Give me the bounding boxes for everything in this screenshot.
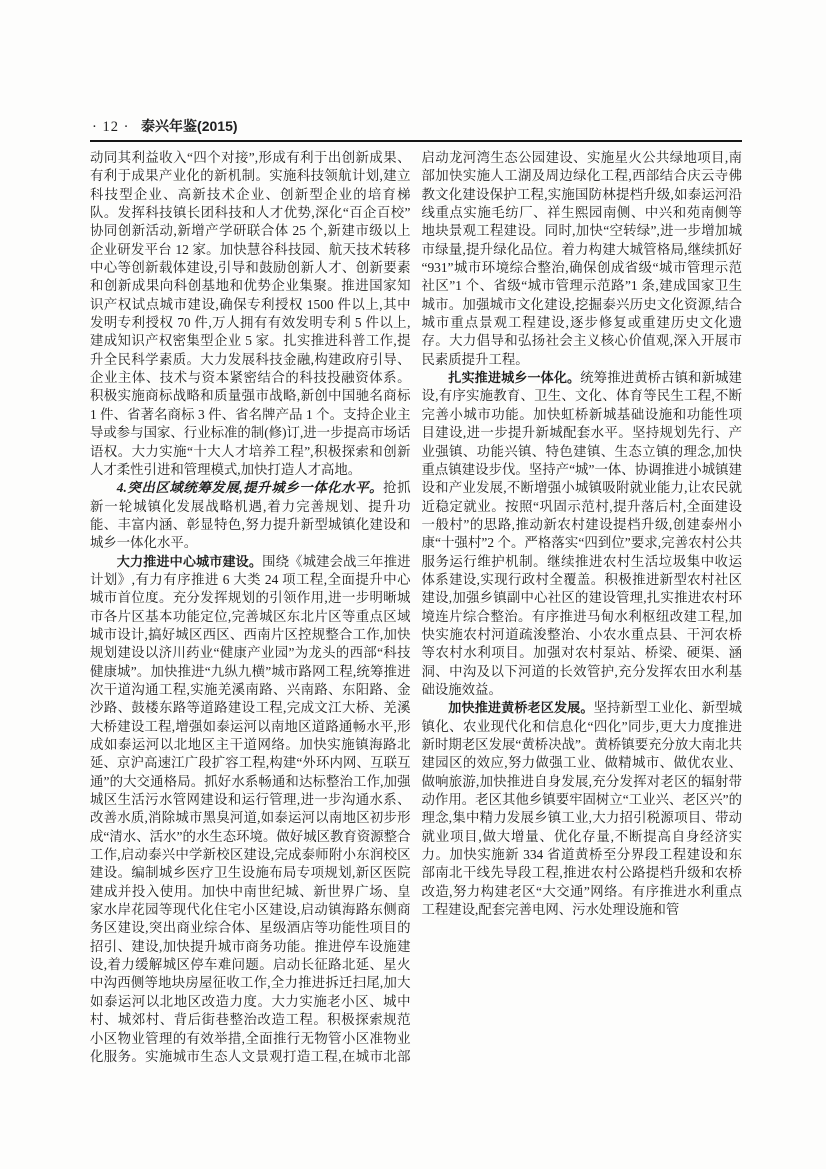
- paragraph-lead: 加快推进黄桥老区发展。: [448, 700, 594, 716]
- paragraph-text: 围绕《城建会战三年推进计划》,有力有序推进 6 大类 24 项工程,全面提升中心城市首位度。充分发挥规划的引领作用,进一步明晰城市各片区基本功能定位,完善城区东北片区等重点区域城市设计,搞好城区西区、西南片区控规整合工作,加快规划建设以济川药业“健康产业园”为龙头的西部“科技健康城”。加快推进“九纵九横”城市路网工程,统筹推进次干道沟通工程,实施羌溪南路、兴南路、东阳路、金沙路、鼓楼东路等道路建设工程,完成文江大桥、羌溪大桥建设工程,增强如泰运河以南地区道路通畅水平,形成如泰运河以北地区主干道网络。加快实施镇海路北延、京沪高速江广段扩容工程,构建“外环内网、互联互通”的大交通格局。抓好水系畅通和达标整治工作,加强城区生活污水管网建设和运行管理,进一步沟通水系、改善水质,消除城市黑臭河道,如泰运河以南地区初步形成“清水、活水”的水生态环境。做好城区教育资源整合工作,启动泰兴中学新校区建设,完成泰师附小东润校区建设。编制城乡医疗卫生设施布局专项规划,新区医院建成并投入使用。加快中南世纪城、新世界广场、皇家水岸花园等现代化住宅小区建设,启动镇海路东侧商务区建设,突出商业综合体、星级酒店等功能性项目的招引、建设,加快提升城市商务功能。推进停车设施建设,着力缓解城区停车难问题。启动长征路北延、星火中沟西侧等地块房屋征收工作,全力推进拆迁扫尾,加大如泰运河以北地区改造力度。大力实施老小区、城中村、城郊村、背后街巷整治改造工程。积极探索规范小区物业管理的有效举措,全面推行无物管小区准物业化服务。实施城市生态人文景观打造工程,在城市北部启动龙河湾生态公园建设、实施星火公共绿地项目,南部加快实施人工湖及周边绿化工程,西部结合庆云寺佛教文化建设保护工程,实施国防林提档升级,如泰运河沿线重点实施毛纺厂、祥生熙园南侧、中兴和苑南侧等地块景观工程建设。同时,加快“空转绿”,进一步增加城市绿量,提升绿化品位。着力构建大城管格局,继续抓好“931”城市环境综合整治,确保创成省级“城市管理示范社区”1 个、省级“城市管理示范路”1 条,建成国家卫生城市。加强城市文化建设,挖掘泰兴历史文化资源,结合城市重点景观工程建设,逐步修复或重建历史文化遗存。大力倡导和弘扬社会主义核心价值观,深入开展市民素质提升工程。: [90, 150, 742, 1064]
- article-body: [90, 149, 742, 1067]
- paragraph-lead: 扎实推进城乡一体化。: [448, 370, 581, 386]
- paragraph: [90, 479, 411, 552]
- paragraph-text: 坚持新型工业化、新型城镇化、农业现代化和信息化“四化”同步,更大力度推进新时期老区发展“黄桥决战”。黄桥镇要充分放大南北共建园区的效应,努力做强工业、做精城市、做优农业、做响旅游,加快推进自身发展,充分发挥对老区的辐射带动作用。老区其他乡镇要牢固树立“工业兴、老区兴”的理念,集中精力发展乡镇工业,大力招引税源项目、带动就业项目,做大增量、优化存量,不断提高自身经济实力。加快实施新 334 省道黄桥至分界段工程建设和东部南北干线先导段工程,推进农村公路提档升级和农桥改造,努力构建老区“大交通”网络。有序推进水利重点工程建设,配套完善电网、污水处理设施和管: [421, 700, 742, 918]
- paragraph-lead: 4.突出区域统筹发展,提升城乡一体化水平。: [116, 480, 384, 496]
- book-title: 泰兴年鉴(2015): [141, 118, 238, 134]
- running-header: [92, 117, 742, 136]
- page-number: · 12 ·: [92, 119, 130, 135]
- paragraph: [422, 699, 743, 919]
- paragraph-text: 统筹推进黄桥古镇和新城建设,有序实施教育、卫生、文化、体育等民生工程,不断完善小城市功能。加快虹桥新城基础设施和功能性项目建设,进一步提升新城配套水平。坚持规划先行、产业强镇、功能兴镇、特色建镇、生态立镇的理念,加快重点镇建设步伐。坚持产“城”一体、协调推进小城镇建设和产业发展,不断增强小城镇吸附就业能力,让农民就近稳定就业。按照“巩固示范村,提升落后村,全面建设一般村”的思路,推动新农村建设提档升级,创建泰州小康“十强村”2 个。严格落实“四到位”要求,完善农村公共服务运行维护机制。继续推进农村生活垃圾集中收运体系建设,实现行政村全覆盖。积极推进新型农村社区建设,加强乡镇副中心社区的建设管理,扎实推进农村环境连片综合整治。有序推进马甸水利枢纽改建工程,加快实施农村河道疏浚整治、小农水重点县、干河农桥等农村水利项目。加强对农村泵站、桥梁、硬渠、涵洞、中沟及以下河道的长效管护,充分发挥农田水利基础设施效益。: [421, 370, 742, 697]
- paragraph-text: 抢抓新一轮城镇化发展战略机遇,着力完善规划、提升功能、丰富内涵、彰显特色,努力提升新型城镇化建设和城乡一体化水平。: [90, 480, 411, 551]
- paragraph: [422, 369, 743, 699]
- header-rule: [90, 140, 742, 142]
- paragraph: [90, 149, 411, 479]
- paragraph-text: 动同其利益收入“四个对接”,形成有利于出创新成果、有利于成果产业化的新机制。实施科技领航计划,建立科技型企业、高新技术企业、创新型企业的培育梯队。发挥科技镇长团科技和人才优势,深化“百企百校”协同创新活动,新增产学研联合体 25 个,新建市级以上企业研发平台 12 家。加快慧谷科技园、航天技术转移中心等创新载体建设,引导和鼓励创新人才、创新要素和创新成果向科创基地和优势企业集聚。推进国家知识产权试点城市建设,确保专利授权 1500 件以上,其中发明专利授权 70 件,万人拥有有效发明专利 5 件以上,建成知识产权密集型企业 5 家。扎实推进科普工作,提升全民科学素质。大力发展科技金融,构建政府引导、企业主体、技术与资本紧密结合的科技投融资体系。积极实施商标战略和质量强市战略,新创中国驰名商标 1 件、省著名商标 3 件、省名牌产品 1 个。支持企业主导或参与国家、行业标准的制(修)订,进一步提高市场话语权。大力实施“十大人才培养工程”,积极探索和创新人才柔性引进和管理模式,加快打造人才高地。: [90, 150, 411, 477]
- paragraph-lead: 大力推进中心城市建设。: [116, 553, 263, 569]
